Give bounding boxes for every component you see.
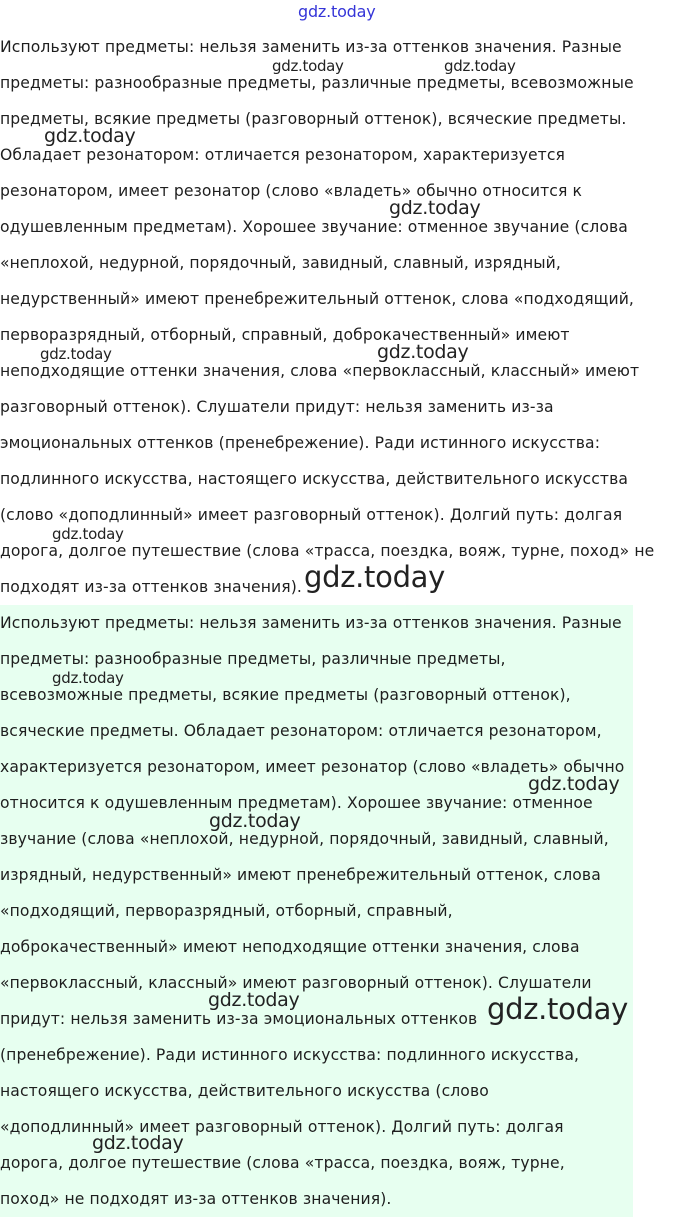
watermark: gdz.today: [209, 810, 301, 832]
site-logo[interactable]: gdz.today: [298, 2, 376, 21]
watermark: gdz.today: [528, 773, 620, 795]
answer-paragraph-highlighted: Используют предметы: нельзя заменить из-за оттенков значения. Разные предметы: разнообразные предметы, различные предметы, всевозможные предметы, всякие предметы (разговорный оттенок), всяческие предметы. Обладает резонатором: отличается резонатором, характеризуется резонатором, имеет резонатор (слово «владеть» обычно относится к одушевленным предметам). Хорошее звучание: отменное звучание (слова «неплохой, недурной, порядочный, завидный, славный, изрядный, недурственный» имеют пренебрежительный оттенок, слова «подходящий, перворазрядный, отборный, справный, доброкачественный» имеют неподходящие оттенки значения, слова «первоклассный, классный» имеют разговорный оттенок). Слушатели придут: нельзя заменить из-за эмоциональных оттенков (пренебрежение). Ради истинного искусства: подлинного искусства, настоящего искусства, действительного искусства (слово «доподлинный» имеет разговорный оттенок). Долгий путь: долгая дорога, долгое путешествие (слова «трасса, поездка, вояж, турне, поход» не подходят из-за оттенков значения).: [0, 605, 633, 1217]
watermark: gdz.today: [487, 992, 629, 1026]
watermark: gdz.today: [52, 525, 124, 543]
watermark: gdz.today: [52, 669, 124, 687]
watermark: gdz.today: [444, 57, 516, 75]
watermark: gdz.today: [208, 989, 300, 1011]
watermark: gdz.today: [377, 341, 469, 363]
watermark: gdz.today: [44, 125, 136, 147]
answer-paragraph: Используют предметы: нельзя заменить из-за оттенков значения. Разные предметы: разнообразные предметы, различные предметы, всевозможные предметы, всякие предметы (разговорный оттенок), всяческие предметы. Обладает резонатором: отличается резонатором, характеризуется резонатором, имеет резонатор (слово «владеть» обычно относится к одушевленным предметам). Хорошее звучание: отменное звучание (слова «неплохой, недурной, порядочный, завидный, славный, изрядный, недурственный» имеют пренебрежительный оттенок, слова «подходящий, перворазрядный, отборный, справный, доброкачественный» имеют неподходящие оттенки значения, слова «первоклассный, классный» имеют разговорный оттенок). Слушатели придут: нельзя заменить из-за эмоциональных оттенков (пренебрежение). Ради истинного искусства: подлинного искусства, настоящего искусства, действительного искусства (слово «доподлинный» имеет разговорный оттенок). Долгий путь: долгая дорога, долгое путешествие (слова «трасса, поездка, вояж, турне, поход» не подходят из-за оттенков значения).: [0, 38, 655, 596]
watermark: gdz.today: [304, 560, 446, 594]
watermark: gdz.today: [389, 197, 481, 219]
watermark: gdz.today: [92, 1132, 184, 1154]
watermark: gdz.today: [40, 345, 112, 363]
watermark: gdz.today: [272, 57, 344, 75]
